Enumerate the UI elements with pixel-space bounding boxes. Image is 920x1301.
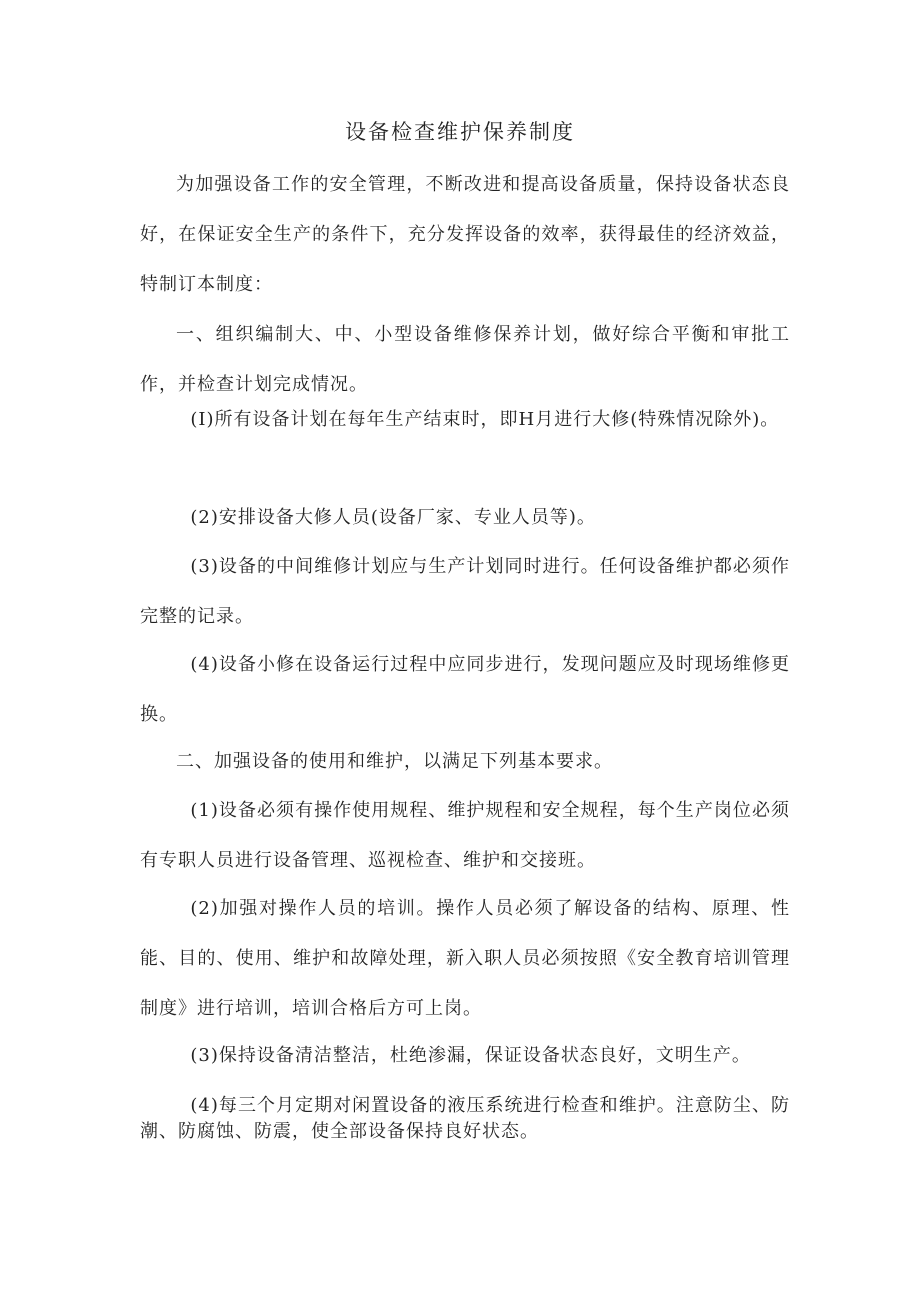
section-two-item-1: (1)设备必须有操作使用规程、维护规程和安全规程，每个生产岗位必须有专职人员进行设备管理、巡视检查、维护和交接班。	[140, 800, 790, 871]
section-one-item-4: (4)设备小修在设备运行过程中应同步进行，发现问题应及时现场维修更换。	[140, 654, 790, 725]
section-two-item-2: (2)加强对操作人员的培训。操作人员必须了解设备的结构、原理、性能、目的、使用、维护和故障处理，新入职人员必须按照《安全教育培训管理制度》进行培训，培训合格后方可上岗。	[140, 898, 790, 1019]
intro-paragraph: 为加强设备工作的安全管理，不断改进和提高设备质量，保持设备状态良好，在保证安全生产的条件下，充分发挥设备的效率，获得最佳的经济效益，特制订本制度：	[140, 174, 790, 295]
section-one-item-1: (I)所有设备计划在每年生产结束时，即H月进行大修(特殊情况除外)。	[190, 409, 780, 430]
section-one-item-3: (3)设备的中间维修计划应与生产计划同时进行。任何设备维护都必须作完整的记录。	[140, 556, 790, 627]
section-two-heading: 二、加强设备的使用和维护，以满足下列基本要求。	[176, 751, 613, 772]
section-two-item-3: (3)保持设备清洁整洁，杜绝渗漏，保证设备状态良好，文明生产。	[190, 1045, 751, 1066]
section-one-item-2: (2)安排设备大修人员(设备厂家、专业人员等)。	[190, 507, 596, 528]
section-two-item-4: (4)每三个月定期对闲置设备的液压系统进行检查和维护。注意防尘、防潮、防腐蚀、防震，使全部设备保持良好状态。	[140, 1095, 790, 1142]
document-title: 设备检查维护保养制度	[345, 120, 575, 144]
section-one-heading: 一、组织编制大、中、小型设备维修保养计划，做好综合平衡和审批工作，并检查计划完成情况。	[140, 324, 790, 395]
